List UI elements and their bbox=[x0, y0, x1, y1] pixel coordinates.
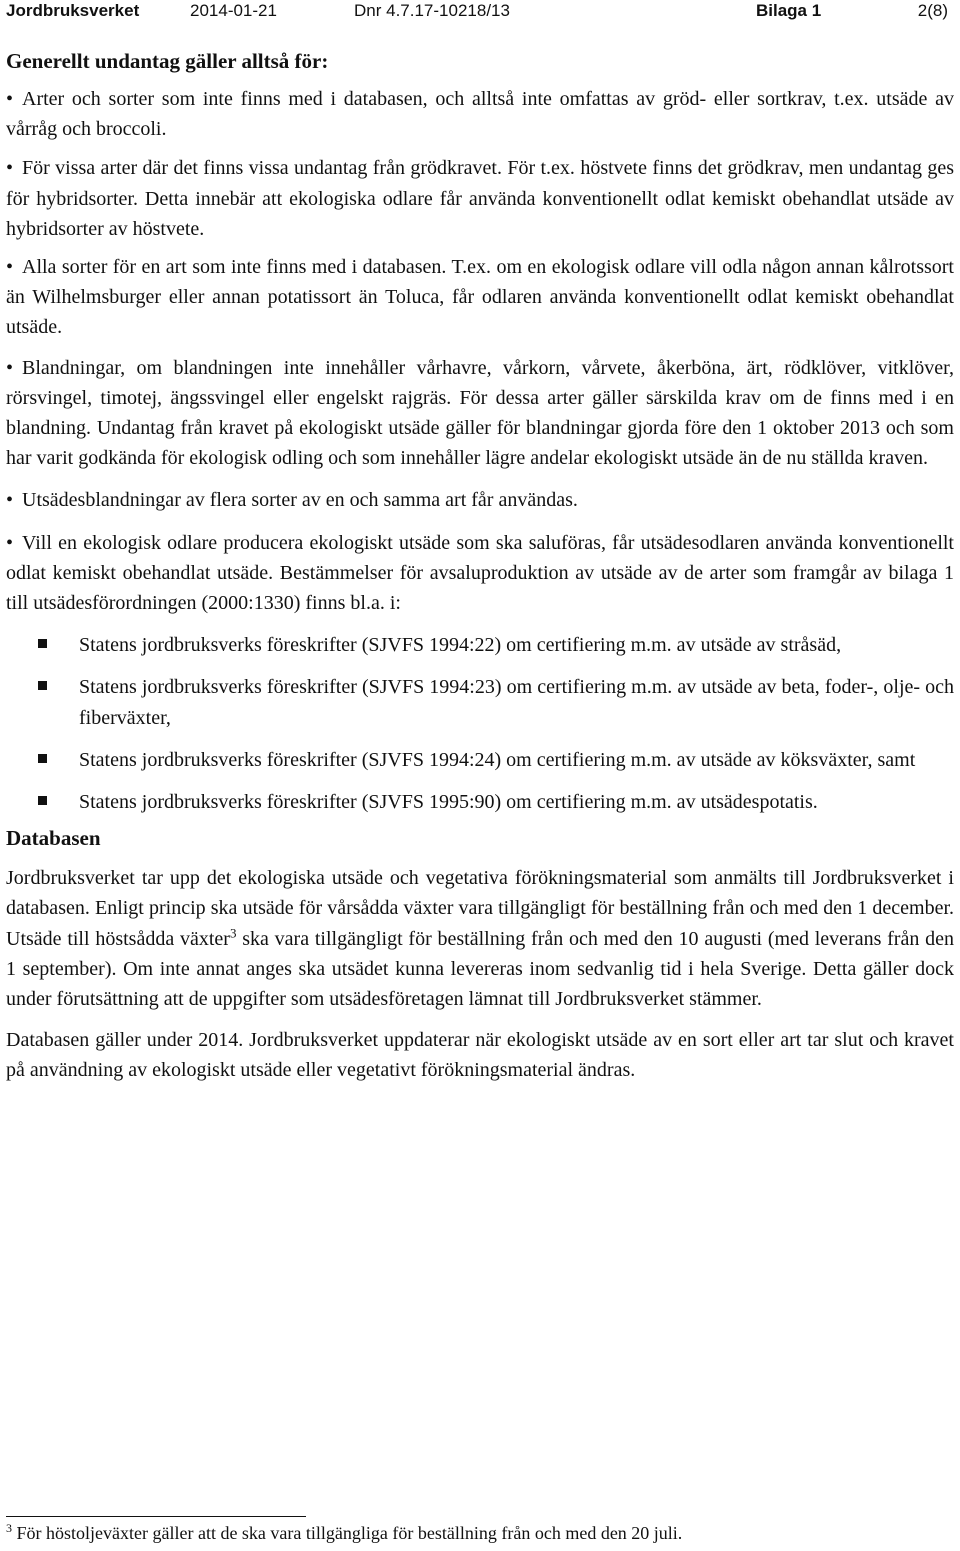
bullet-text: Vill en ekologisk odlare producera ekologiskt utsäde som ska saluföras, får utsädesodlaren använda konventionellt odlat kemiskt obehandlat utsäde. Bestämmelser för avsaluproduktion av utsäde av de arter som framgår av bilaga 1 till utsädesförordningen (2000:1330) finns bl.a. i: bbox=[6, 531, 954, 615]
database-paragraph-2: Databasen gäller under 2014. Jordbruksverket uppdaterar när ekologiskt utsäde av en sort eller art tar slut och kravet på användning av ekologiskt utsäde eller vegetativt förökningsmaterial ändras. bbox=[6, 1029, 954, 1082]
square-bullet-icon bbox=[38, 681, 47, 690]
footnote-text: För höstoljeväxter gäller att de ska vara tillgängliga för beställning från och med den 20 juli. bbox=[12, 1523, 683, 1543]
sub-bullet-text: Statens jordbruksverks föreskrifter (SJVFS 1994:24) om certifiering m.m. av utsäde av köksväxter, samt bbox=[79, 748, 916, 771]
header-date: 2014-01-21 bbox=[190, 1, 277, 20]
sub-bullet-item bbox=[6, 630, 954, 660]
page-header bbox=[6, 0, 954, 22]
bullet-text: Utsädesblandningar av flera sorter av en och samma art får användas. bbox=[22, 489, 578, 512]
bullet-text: Blandningar, om blandningen inte innehåller vårhavre, vårkorn, vårvete, åkerböna, ärt, rödklöver, vitklöver, rörsvingel, timotej, ängssvingel eller engelskt rajgräs. För dessa arter gäller särskilda krav om de finns med i en blandning. Undantag från kravet på ekologiskt utsäde gäller för blandningar gjorda före den 1 oktober 2013 och som har varit godkända för ekologisk odling och som innehåller lägre andelar ekologiskt utsäde än de nu ställda kraven. bbox=[6, 356, 954, 470]
square-bullet-icon bbox=[38, 796, 47, 805]
sub-bullet-text: Statens jordbruksverks föreskrifter (SJVFS 1994:23) om certifiering m.m. av utsäde av beta, foder-, olje- och fiberväxter, bbox=[79, 676, 954, 729]
footnote-divider bbox=[6, 1516, 306, 1517]
sub-bullet-item bbox=[6, 787, 954, 817]
paragraph-text: ska vara tillgängligt för beställning från och med den 10 augusti (med leverans från den 1 september). Om inte annat anges ska utsädet kunna levereras inom sedvanlig tid i hela Sverige. Detta gäller dock under förutsättning att de uppgifter som utsädesföretagen lämnat till Jordbruksverket stämmer. bbox=[6, 927, 954, 1011]
sub-bullet-item bbox=[6, 745, 954, 775]
paragraph-text: Jordbruksverket tar upp det ekologiska utsäde och vegetativa förökningsmaterial som anmälts till Jordbruksverket i databasen. Enligt princip ska utsäde för vårsådda växter vara tillgängligt för beställning från och med den 1 december. Utsäde till höstsådda växter bbox=[6, 867, 954, 950]
footnote-reference: 3 bbox=[229, 925, 237, 941]
bullet-text: För vissa arter där det finns vissa undantag från grödkravet. För t.ex. höstvete finns det grödkrav, men undantag ges för hybridsorter. Detta innebär att ekologiska odlare får använda konventionellt odlat kemiskt obehandlat utsäde av hybridsorter av höstvete. bbox=[6, 157, 954, 240]
bullet-item bbox=[6, 353, 954, 474]
sub-bullet-text: Statens jordbruksverks föreskrifter (SJVFS 1994:22) om certifiering m.m. av utsäde av stråsäd, bbox=[79, 634, 842, 657]
footnote-number: 3 bbox=[6, 1521, 12, 1535]
sub-bullet-item bbox=[6, 672, 954, 732]
database-paragraph-1 bbox=[6, 863, 954, 1014]
square-bullet-icon bbox=[38, 754, 47, 763]
square-bullet-icon bbox=[38, 639, 47, 648]
section-heading-exceptions: Generellt undantag gäller alltså för: bbox=[6, 49, 329, 73]
header-bilaga: Bilaga 1 bbox=[756, 1, 822, 20]
section-heading-database: Databasen bbox=[6, 826, 101, 851]
footnote bbox=[6, 1522, 954, 1544]
bullet-item bbox=[6, 84, 954, 144]
bullet-item bbox=[6, 485, 954, 515]
header-dnr: Dnr 4.7.17-10218/13 bbox=[354, 1, 510, 20]
bullet-item bbox=[6, 528, 954, 619]
bullet-item bbox=[6, 153, 954, 244]
document-body bbox=[6, 46, 954, 1086]
header-org: Jordbruksverket bbox=[6, 1, 140, 20]
bullet-text: Arter och sorter som inte finns med i databasen, och alltså inte omfattas av gröd- eller sortkrav, t.ex. utsäde av vårråg och broccoli. bbox=[6, 88, 954, 141]
bullet-item bbox=[6, 252, 954, 343]
bullet-text: Alla sorter för en art som inte finns med i databasen. T.ex. om en ekologisk odlare vill odla någon annan kålrotssort än Wilhelmsburger eller annan potatissort än Toluca, får odlaren använda konventionellt odlat kemiskt obehandlat utsäde. bbox=[6, 256, 954, 339]
header-page-number: 2(8) bbox=[917, 1, 948, 20]
sub-bullet-text: Statens jordbruksverks föreskrifter (SJVFS 1995:90) om certifiering m.m. av utsädespotatis. bbox=[79, 791, 818, 814]
